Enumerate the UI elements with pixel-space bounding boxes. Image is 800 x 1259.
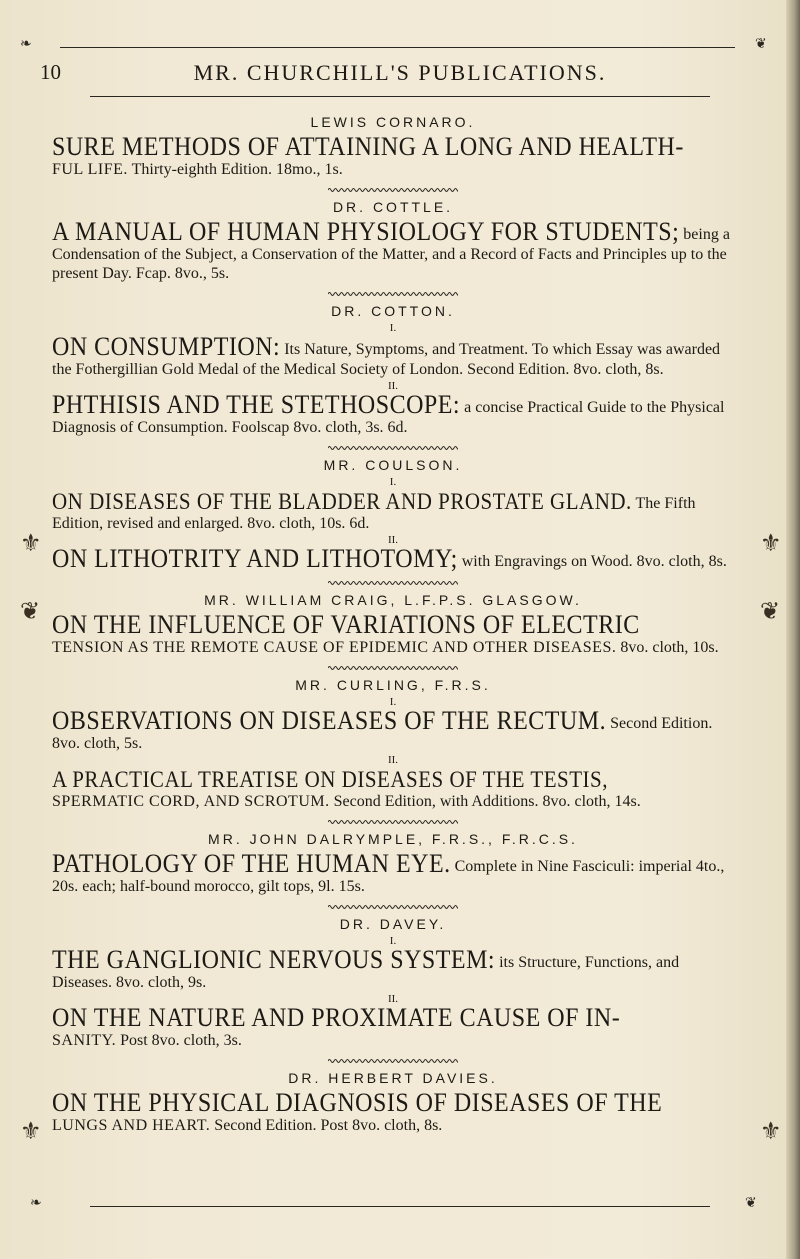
book-details: Thirty-eighth Edition. 18mo., 1s. [131, 161, 343, 178]
book-entry [52, 219, 734, 283]
wavy-divider [328, 291, 458, 297]
book-details: Its Nature, Symptoms, and Treatment. To which Essay was awarded the Fothergillian Gold Medal of the Medical Society of London. Second Edition. 8vo. cloth, 8s. [52, 341, 721, 378]
side-ornament-left-2: ❦ [20, 599, 41, 625]
side-ornament-left-1: ⚜ [20, 531, 42, 557]
book-title: ON THE NATURE AND PROXIMATE CAUSE OF IN- [52, 1003, 621, 1033]
book-details: its Structure, Functions, and Diseases. 8vo. cloth, 9s. [52, 954, 680, 991]
book-title-continuation: TENSION AS THE REMOTE CAUSE OF EPIDEMIC AND OTHER DISEASES. [52, 639, 617, 656]
book-details: with Engravings on Wood. 8vo. cloth, 8s. [461, 553, 727, 570]
book-details: The Fifth Edition, revised and enlarged. 8vo. cloth, 10s. 6d. [52, 495, 696, 532]
author-section [52, 580, 734, 657]
book-title: ON CONSUMPTION: [52, 332, 281, 362]
author-name: DR. DAVEY. [339, 916, 447, 932]
author-section [52, 665, 734, 811]
book-title: ON LITHOTRITY AND LITHOTOMY; [52, 544, 458, 574]
entry-numeral: II. [387, 534, 399, 546]
book-title-continuation: FUL LIFE. [52, 161, 128, 178]
entry-numeral: I. [389, 935, 397, 947]
author-name: MR. CURLING, F.R.S. [295, 677, 491, 693]
wavy-divider [328, 445, 458, 451]
author-name: DR. COTTON. [331, 303, 455, 319]
side-ornament-right-2: ❦ [760, 599, 781, 625]
page-number: 10 [40, 60, 61, 84]
book-entry [52, 708, 734, 753]
top-rule [60, 47, 735, 48]
book-details: Second Edition. 8vo. cloth, 5s. [52, 715, 713, 752]
wavy-divider [328, 580, 458, 586]
author-name: MR. COULSON. [323, 457, 463, 473]
wavy-divider [328, 665, 458, 671]
author-section [52, 904, 734, 1050]
book-entry [52, 546, 734, 572]
book-details: Post 8vo. cloth, 3s. [120, 1032, 242, 1049]
author-section [52, 819, 734, 896]
author-section [52, 187, 734, 283]
book-title: A PRACTICAL TREATISE ON DISEASES OF THE TESTIS, [52, 765, 608, 793]
book-title-continuation: SPERMATIC CORD, AND SCROTUM. [52, 793, 330, 810]
book-details: Complete in Nine Fasciculi: imperial 4to., 20s. each; half-bound morocco, gilt tops, 9l. 15s. [52, 858, 725, 895]
author-name: LEWIS CORNARO. [310, 114, 476, 130]
side-ornament-left-3: ⚜ [20, 1119, 42, 1145]
book-entry [52, 947, 734, 992]
author-name: DR. HERBERT DAVIES. [288, 1070, 498, 1086]
book-title: PHTHISIS AND THE STETHOSCOPE: [52, 390, 461, 420]
entry-numeral: II. [387, 993, 399, 1005]
book-entry [52, 334, 734, 379]
book-title: THE GANGLIONIC NERVOUS SYSTEM: [52, 945, 496, 975]
book-entry [52, 1005, 734, 1050]
book-title-continuation: SANITY. [52, 1032, 117, 1049]
entry-numeral: I. [389, 322, 397, 334]
book-entry [52, 392, 734, 437]
side-ornament-right-1: ⚜ [760, 531, 782, 557]
book-entry [52, 612, 734, 657]
book-title: ON THE INFLUENCE OF VARIATIONS OF ELECTRIC [52, 610, 640, 640]
book-entry [52, 488, 734, 533]
wavy-divider [328, 187, 458, 193]
entry-numeral: I. [389, 696, 397, 708]
side-ornament-right-3: ⚜ [760, 1119, 782, 1145]
book-entry [52, 851, 734, 896]
entry-numeral: I. [389, 476, 397, 488]
book-title: A MANUAL OF HUMAN PHYSIOLOGY FOR STUDENTS; [52, 217, 680, 247]
author-section [52, 1058, 734, 1135]
header-underline [90, 96, 710, 97]
book-details: 8vo. cloth, 10s. [620, 639, 719, 656]
ornament-top-left: ❧ [20, 37, 32, 52]
author-section [52, 445, 734, 572]
book-details: a concise Practical Guide to the Physical Diagnosis of Consumption. Foolscap 8vo. cloth, 3s. 6d. [52, 399, 725, 436]
wavy-divider [328, 904, 458, 910]
entry-numeral: II. [387, 754, 399, 766]
wavy-divider [328, 1058, 458, 1064]
book-entry [52, 1090, 734, 1135]
author-section [52, 114, 734, 179]
book-title: SURE METHODS OF ATTAINING A LONG AND HEALTH- [52, 132, 684, 162]
book-details: being a Condensation of the Subject, a Conservation of the Matter, and a Record of Facts and Principles up to the present Day. Fcap. 8vo., 5s. [52, 226, 730, 282]
book-entry [52, 766, 734, 811]
entry-numeral: II. [387, 380, 399, 392]
ornament-top-right: ❦ [755, 37, 767, 52]
book-entry [52, 134, 734, 179]
ornament-bottom-right: ❦ [745, 1196, 757, 1211]
author-name: MR. WILLIAM CRAIG, L.F.P.S. GLASGOW. [204, 592, 582, 608]
catalogue-content [52, 108, 734, 1137]
running-title: MR. CHURCHILL'S PUBLICATIONS. [193, 60, 607, 85]
page-edge-shadow [786, 0, 800, 1259]
author-name: DR. COTTLE. [332, 199, 454, 215]
ornament-bottom-left: ❧ [30, 1196, 42, 1211]
book-details: Second Edition. Post 8vo. cloth, 8s. [214, 1117, 443, 1134]
page-header [40, 60, 760, 90]
book-title: ON THE PHYSICAL DIAGNOSIS OF DISEASES OF THE [52, 1088, 663, 1118]
book-details: Second Edition, with Additions. 8vo. cloth, 14s. [333, 793, 641, 810]
author-section [52, 291, 734, 437]
book-title: OBSERVATIONS ON DISEASES OF THE RECTUM. [52, 706, 607, 736]
book-title: PATHOLOGY OF THE HUMAN EYE. [52, 849, 451, 879]
book-title-continuation: LUNGS AND HEART. [52, 1117, 211, 1134]
wavy-divider [328, 819, 458, 825]
book-title: ON DISEASES OF THE BLADDER AND PROSTATE GLAND. [52, 487, 632, 515]
bottom-rule [90, 1206, 710, 1207]
author-name: MR. JOHN DALRYMPLE, F.R.S., F.R.C.S. [208, 831, 578, 847]
